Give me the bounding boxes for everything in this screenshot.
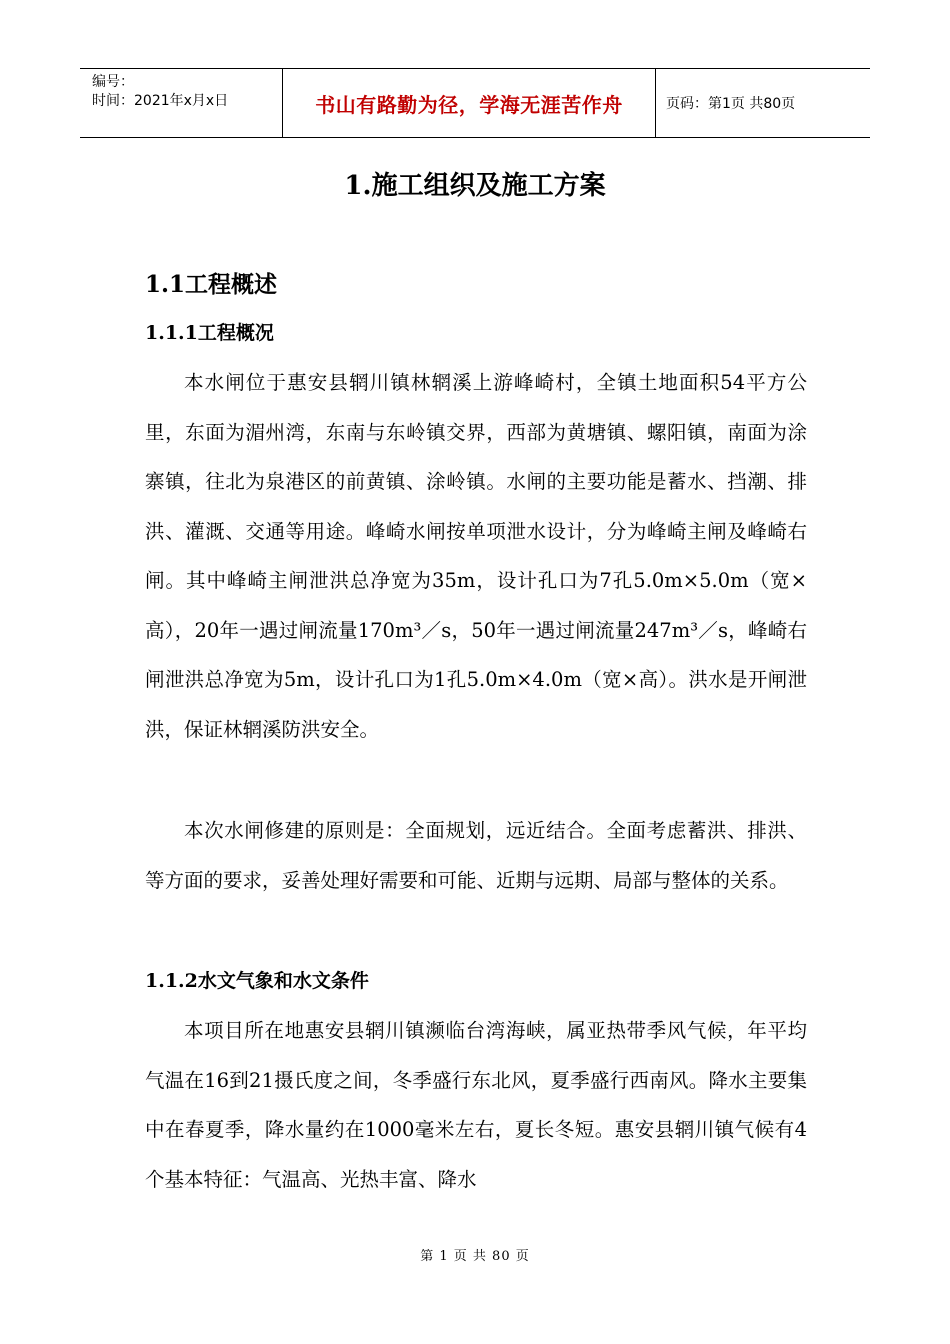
page-header — [80, 68, 870, 138]
section-heading-1-1-1: 1.1.1工程概况 — [145, 322, 274, 344]
page-footer: 第 1 页 共 80 页 — [420, 1249, 530, 1264]
paragraph-hydrology-climate: 本项目所在地惠安县辋川镇濒临台湾海峡，属亚热带季风气候，年平均气温在16到21摄氏度之间，冬季盛行东北风，夏季盛行西南风。降水主要集中在春夏季，降水量约在1000毫米左右，夏长冬短。惠安县辋川镇气候有4个基本特征：气温高、光热丰富、降水 — [145, 1019, 807, 1191]
paragraph-project-overview: 本水闸位于惠安县辋川镇林辋溪上游峰崎村，全镇土地面积54平方公里，东面为湄州湾，东南与东岭镇交界，西部为黄塘镇、螺阳镇，南面为涂寨镇，往北为泉港区的前黄镇、涂岭镇。水闸的主要功能是蓄水、挡潮、排洪、灌溉、交通等用途。峰崎水闸按单项泄水设计，分为峰崎主闸及峰崎右闸。其中峰崎主闸泄洪总净宽为35m，设计孔口为7孔5.0m×5.0m（宽×高），20年一遇过闸流量170m³／s，50年一遇过闸流量247m³／s，峰崎右闸泄洪总净宽为5m，设计孔口为1孔5.0m×4.0m（宽×高）。洪水是开闸泄洪，保证林辋溪防洪安全。 — [145, 371, 807, 741]
document-time-label: 时间：2021年x月x日 — [92, 93, 229, 109]
document-title: 1.施工组织及施工方案 — [344, 171, 606, 201]
document-number-label: 编号： — [92, 74, 134, 90]
header-motto: 书山有路勤为径，学海无涯苦作舟 — [283, 69, 656, 137]
section-heading-1-1: 1.1工程概述 — [145, 271, 278, 298]
section-heading-1-1-2: 1.1.2水文气象和水文条件 — [145, 970, 369, 992]
header-meta — [80, 69, 283, 137]
header-page-info: 页码：第1页 共80页 — [666, 96, 796, 112]
paragraph-construction-principle: 本次水闸修建的原则是：全面规划，远近结合。全面考虑蓄洪、排洪、等方面的要求，妥善处理好需要和可能、近期与远期、局部与整体的关系。 — [145, 819, 807, 892]
